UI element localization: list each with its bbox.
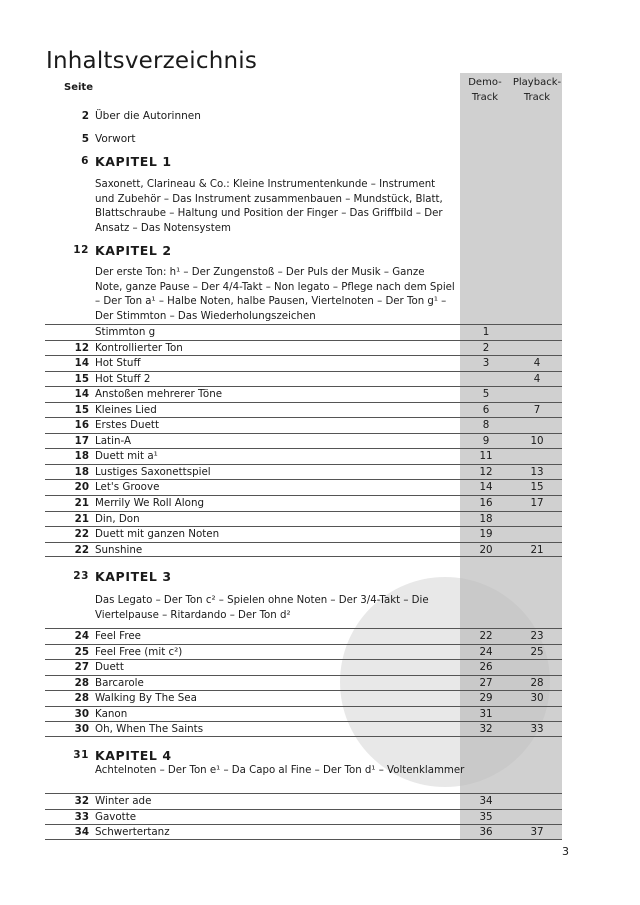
- row-title: Winter ade: [95, 795, 152, 807]
- row-title: Sunshine: [95, 543, 143, 556]
- row-title: Stimmton g: [95, 326, 156, 338]
- demo-track-number: 35: [479, 810, 493, 823]
- row-title: Merrily We Roll Along: [95, 497, 205, 510]
- row-page: 22: [74, 543, 89, 556]
- chapter-title: KAPITEL 1: [95, 154, 172, 169]
- table-row: [45, 479, 562, 495]
- row-page: 18: [74, 450, 89, 463]
- table-row: [45, 511, 562, 527]
- row-page: 20: [74, 481, 89, 494]
- playback-track-number: 21: [530, 543, 544, 556]
- demo-track-number: 32: [479, 723, 493, 736]
- track-table: [45, 793, 562, 840]
- demo-track-number: 29: [479, 692, 493, 705]
- row-title: Kanon: [95, 707, 128, 720]
- table-row: [45, 706, 562, 722]
- demo-track-number: 2: [482, 341, 490, 354]
- demo-track-number: 6: [482, 403, 490, 416]
- playback-track-number: 17: [530, 497, 544, 510]
- playback-track-number: 25: [530, 645, 544, 658]
- playback-track-number: 28: [530, 676, 544, 689]
- chapter-page: 6: [81, 155, 89, 167]
- demo-track-number: 12: [479, 465, 493, 478]
- row-page: 14: [74, 357, 89, 370]
- row-page: 25: [74, 645, 89, 658]
- chapter-heading: [40, 154, 460, 169]
- table-row: [45, 340, 562, 356]
- row-page: 30: [74, 723, 89, 736]
- entry-title: Über die Autorinnen: [95, 110, 201, 122]
- row-page: 28: [74, 676, 89, 689]
- demo-header-line2: Track: [471, 92, 499, 103]
- table-row: [45, 542, 562, 558]
- row-page: 17: [74, 434, 89, 447]
- table-row: [45, 690, 562, 706]
- page-number: 3: [562, 845, 569, 858]
- playback-track-number: 37: [530, 826, 544, 839]
- table-row: [45, 793, 562, 809]
- row-page: 14: [74, 388, 89, 401]
- demo-track-number: 20: [479, 543, 493, 556]
- chapter-title: KAPITEL 2: [95, 243, 172, 258]
- table-row: [45, 659, 562, 675]
- table-row: [45, 644, 562, 660]
- row-page: 33: [74, 810, 89, 823]
- demo-track-number: 18: [479, 512, 493, 525]
- toc-entry: [40, 109, 460, 124]
- chapter-heading: [40, 569, 460, 584]
- demo-track-number: 19: [479, 528, 493, 541]
- table-row: [45, 324, 562, 340]
- row-title: Latin-A: [95, 434, 132, 447]
- demo-track-number: 31: [479, 707, 493, 720]
- demo-track-number: 36: [479, 826, 493, 839]
- playback-header-line1: Playback-: [512, 77, 562, 88]
- row-title: Lustiges Saxonettspiel: [95, 465, 211, 478]
- chapter-page: 31: [73, 749, 89, 761]
- demo-track-number: 27: [479, 676, 493, 689]
- row-page: 34: [74, 826, 89, 839]
- table-row: [45, 526, 562, 542]
- row-title: Walking By The Sea: [95, 692, 197, 705]
- row-page: 28: [74, 692, 89, 705]
- row-title: Hot Stuff 2: [95, 372, 151, 385]
- row-page: 24: [74, 630, 89, 642]
- row-title: Feel Free: [95, 630, 142, 642]
- row-page: 12: [74, 341, 89, 354]
- demo-track-number: 9: [482, 434, 490, 447]
- playback-track-number: 4: [533, 372, 541, 385]
- row-title: Hot Stuff: [95, 357, 141, 370]
- chapter-description: Das Legato – Der Ton c² – Spielen ohne Noten – Der 3/4-Takt – Die Viertelpause – Ritardando – Der Ton d²: [95, 595, 429, 621]
- row-page: 30: [74, 707, 89, 720]
- row-title: Duett: [95, 661, 124, 674]
- table-row: [45, 371, 562, 387]
- demo-track-header: [459, 75, 511, 105]
- row-page: 22: [74, 528, 89, 541]
- playback-track-header: [511, 75, 563, 105]
- demo-track-number: 1: [482, 326, 490, 338]
- track-table: [45, 324, 562, 557]
- chapter-description: Saxonett, Clarineau & Co.: Kleine Instrumentenkunde – Instrument und Zubehör – Das Instrument zusammenbauen – Mundstück, Blatt, Blattschraube – Haltung und Position der Finger – Das Griffbild – Der Ansatz – Das Notensystem: [95, 179, 443, 234]
- page-title: Inhaltsverzeichnis: [46, 48, 258, 74]
- table-row: [45, 464, 562, 480]
- track-table: [45, 628, 562, 737]
- chapter-description: Achtelnoten – Der Ton e¹ – Da Capo al Fine – Der Ton d¹ – Voltenklammer: [95, 765, 465, 776]
- playback-track-number: 4: [533, 357, 541, 370]
- entry-title: Vorwort: [95, 133, 136, 145]
- row-page: 27: [74, 661, 89, 674]
- demo-track-number: 3: [482, 357, 490, 370]
- row-title: Kleines Lied: [95, 403, 157, 416]
- page-column-header: Seite: [64, 82, 93, 93]
- row-title: Duett mit a¹: [95, 450, 158, 463]
- chapter-title: KAPITEL 4: [95, 748, 172, 763]
- demo-track-number: 11: [479, 450, 493, 463]
- table-row: [45, 675, 562, 691]
- playback-track-number: 30: [530, 692, 544, 705]
- row-title: Let's Groove: [95, 481, 160, 494]
- row-title: Din, Don: [95, 512, 140, 525]
- row-title: Kontrollierter Ton: [95, 341, 183, 354]
- chapter-heading: [40, 748, 460, 763]
- demo-track-number: 8: [482, 419, 490, 432]
- playback-track-number: 10: [530, 434, 544, 447]
- playback-track-number: 23: [530, 630, 544, 642]
- demo-track-number: 24: [479, 645, 493, 658]
- row-page: 16: [74, 419, 89, 432]
- playback-track-number: 13: [530, 465, 544, 478]
- row-title: Duett mit ganzen Noten: [95, 528, 220, 541]
- row-title: Barcarole: [95, 676, 144, 689]
- table-row: [45, 402, 562, 418]
- table-row: [45, 433, 562, 449]
- table-row: [45, 809, 562, 825]
- row-title: Erstes Duett: [95, 419, 159, 432]
- playback-track-number: 33: [530, 723, 544, 736]
- table-row: [45, 824, 562, 840]
- demo-track-number: 14: [479, 481, 493, 494]
- row-page: 32: [74, 795, 89, 807]
- toc-entry: [40, 132, 460, 147]
- entry-page: 2: [81, 110, 89, 122]
- playback-header-line2: Track: [523, 92, 551, 103]
- table-row: [45, 355, 562, 371]
- chapter-page: 12: [73, 244, 89, 256]
- chapter-title: KAPITEL 3: [95, 569, 172, 584]
- playback-track-number: 15: [530, 481, 544, 494]
- row-title: Gavotte: [95, 810, 137, 823]
- row-page: 21: [74, 497, 89, 510]
- row-page: 21: [74, 512, 89, 525]
- demo-track-number: 16: [479, 497, 493, 510]
- demo-header-line1: Demo-: [468, 77, 502, 88]
- demo-track-number: 34: [479, 795, 493, 807]
- demo-track-number: 22: [479, 630, 493, 642]
- chapter-description: Der erste Ton: h¹ – Der Zungenstoß – Der Puls der Musik – Ganze Note, ganze Pause – Der 4/4-Takt – Non legato – Pflege nach dem Spiel – Der Ton a¹ – Halbe Noten, halbe Pausen, Viertelnoten – Der Ton g¹ – Der Stimmton – Das Wiederholungszeichen: [95, 267, 455, 322]
- table-row: [45, 417, 562, 433]
- row-title: Feel Free (mit c²): [95, 645, 183, 658]
- chapter-heading: [40, 243, 460, 258]
- table-row: [45, 721, 562, 737]
- table-row: [45, 628, 562, 644]
- row-page: 18: [74, 465, 89, 478]
- row-title: Oh, When The Saints: [95, 723, 204, 736]
- table-row: [45, 386, 562, 402]
- row-page: 15: [74, 403, 89, 416]
- row-page: 15: [74, 372, 89, 385]
- playback-track-number: 7: [533, 403, 541, 416]
- demo-track-number: 5: [482, 388, 490, 401]
- chapter-page: 23: [73, 570, 89, 582]
- table-row: [45, 448, 562, 464]
- table-row: [45, 495, 562, 511]
- entry-page: 5: [81, 133, 89, 145]
- row-title: Anstoßen mehrerer Töne: [95, 388, 223, 401]
- demo-track-number: 26: [479, 661, 493, 674]
- row-title: Schwertertanz: [95, 826, 170, 839]
